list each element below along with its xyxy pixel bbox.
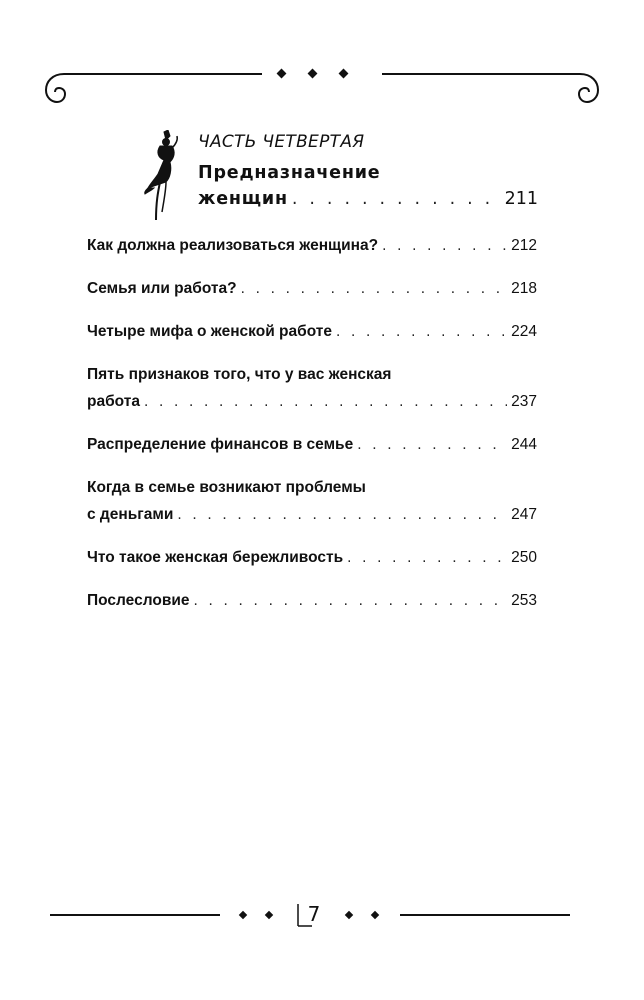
toc-entry-title: Четыре мифа о женской работе [87,323,332,340]
toc-entry-row [87,318,537,345]
toc-entry-page: 253 [511,592,537,609]
toc-entry-page: 224 [511,323,537,340]
dot-leader [194,587,508,614]
part-title[interactable] [198,160,538,212]
toc-entry-page: 244 [511,436,537,453]
dot-leader [357,431,507,458]
toc-entry-page: 237 [511,393,537,410]
toc-entry[interactable] [87,544,537,571]
toc-entry-title: Распределение финансов в семье [87,436,354,453]
part-title-row [198,186,538,212]
toc-entry-page: 212 [511,237,537,254]
diamond-icon [345,911,353,919]
toc-entry[interactable] [87,431,537,458]
toc-entry-row [87,587,537,614]
part-page-number: 211 [504,189,538,209]
part-label: ЧАСТЬ ЧЕТВЕРТАЯ [198,132,365,152]
toc-entry-title-line1: Когда в семье возникают проблемы [87,479,366,496]
toc-entry-row [87,275,537,302]
toc-entry-page: 250 [511,549,537,566]
toc-entry[interactable] [87,361,537,415]
toc-entry[interactable] [87,474,537,528]
toc-entry-title: с деньгами [87,506,174,523]
part-title-line2: женщин [198,189,288,209]
toc-entry[interactable] [87,232,537,259]
dot-leader [292,186,501,212]
toc-entry[interactable] [87,275,537,302]
dot-leader [241,275,508,302]
diamond-icon [277,69,287,79]
diamond-icon [265,911,273,919]
toc-entry-row [87,544,537,571]
dot-leader [144,388,507,415]
dot-leader [177,501,507,528]
toc-entry-row [87,232,537,259]
toc-entry-title: Что такое женская бережливость [87,549,344,566]
top-ornament [40,62,604,108]
toc-entry-row [87,431,537,458]
diamond-icon [371,911,379,919]
diamond-icon [308,69,318,79]
woman-figure-icon [144,130,188,222]
right-scroll-icon [579,74,598,102]
toc-entry[interactable] [87,318,537,345]
dot-leader [382,232,507,259]
toc-entry-row [87,501,537,528]
toc-entry-title: Семья или работа? [87,280,237,297]
toc-entry-page: 218 [511,280,537,297]
part-title-line1: Предназначение [198,163,381,183]
page-number: 7 [307,902,321,926]
toc-entry-title: работа [87,393,140,410]
table-of-contents [87,232,537,630]
left-scroll-icon [46,74,65,102]
dot-leader [336,318,507,345]
toc-entry-title: Как должна реализоваться женщина? [87,237,379,254]
part-heading [144,130,544,230]
diamond-icon [339,69,349,79]
toc-entry[interactable] [87,587,537,614]
toc-entry-page: 247 [511,506,537,523]
dot-leader [347,544,507,571]
toc-entry-title-line1: Пять признаков того, что у вас женская [87,366,392,383]
diamond-icon [239,911,247,919]
toc-entry-title: Послесловие [87,592,190,609]
toc-entry-row [87,388,537,415]
